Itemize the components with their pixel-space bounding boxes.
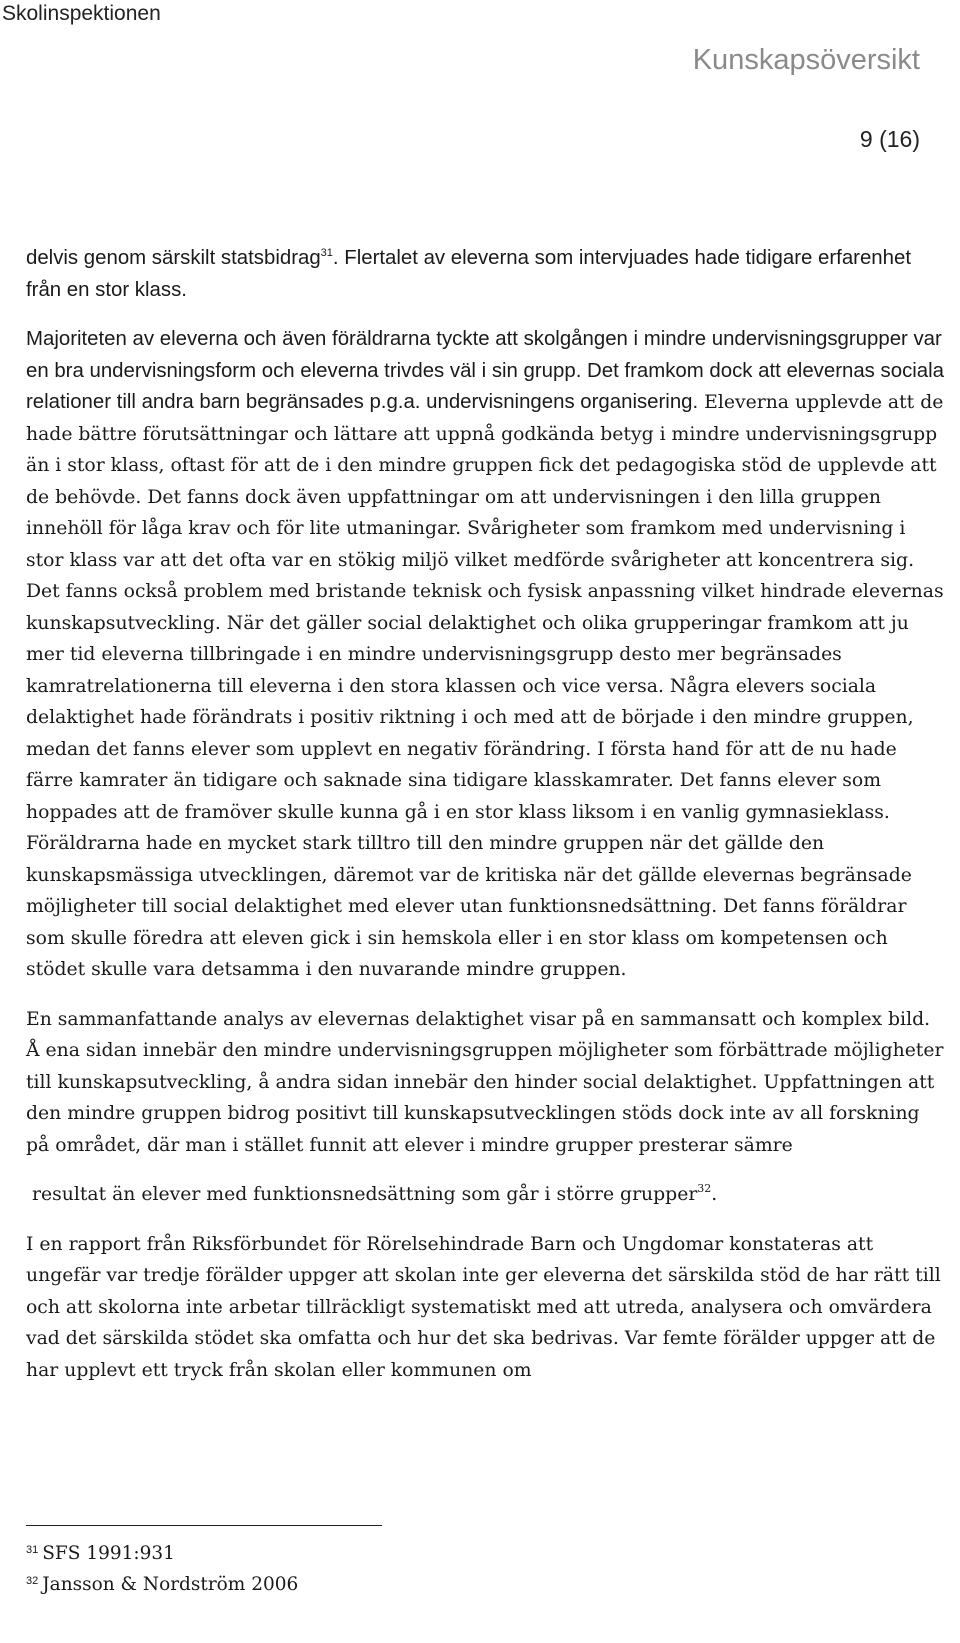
paragraph-1 bbox=[26, 243, 946, 306]
footnote-divider bbox=[26, 1525, 382, 1526]
paragraph-2-serif-text: Eleverna upplevde att de hade bättre förutsättningar och lättare att uppnå godkända betyg i mindre undervisningsgrupp än i stor klass, oftast för att de i den mindre gruppen fick det pedagogiska stöd de upplevde att de behövde. Det fanns dock även uppfattningar om att undervisningen i den lilla gruppen innehöll för låga krav och för lite utmaningar. Svårigheter som framkom med undervisning i stor klass var att det ofta var en stökig miljö vilket medförde svårigheter att koncentrera sig. Det fanns också problem med bristande teknisk och fysisk anpassning vilket hindrade elevernas kunskapsutveckling. När det gäller social delaktighet och olika grupperingar framkom att ju mer tid eleverna tillbringade i en mindre undervisningsgrupp desto mer begränsades kamratrelationerna till eleverna i den stora klassen och vice versa. Några elevers sociala delaktighet hade förändrats i positiv riktning i och med att de började i den mindre gruppen, medan det fanns elever som upplevt en negativ förändring. I första hand för att de nu hade färre kamrater än tidigare och saknade sina tidigare klasskamrater. Det fanns elever som hoppades att de framöver skulle kunna gå i en stor klass liksom i en vanlig gymnasieklass. Föräldrarna hade en mycket stark tilltro till den mindre gruppen när det gällde den kunskapsmässiga utvecklingen, däremot var de kritiska när det gällde elevernas begränsade möjligheter till social delaktighet med elever utan funktionsnedsättning. Det fanns föräldrar som skulle föredra att eleven gick i sin hemskola eller i en stor klass om kompetensen och stödet skulle vara detsamma i den nuvarande mindre gruppen. bbox=[26, 392, 944, 980]
paragraph-1-text-b: . Flertalet av eleverna som intervjuades hade tidigare erfarenhet från en stor klass. bbox=[26, 247, 911, 301]
footnote-ref-32[interactable]: 32 bbox=[697, 1182, 712, 1195]
organization-name: Skolinspektionen bbox=[2, 2, 161, 25]
paragraph-2-sans-text: Majoriteten av eleverna och även föräldrarna tyckte att skolgången i mindre undervisningsgrupper var en bra undervisningsform och eleverna trivdes väl i sin grupp. Det framkom dock att elevernas sociala relationer till andra barn begränsades p.g.a. undervisningens organisering. bbox=[26, 328, 945, 413]
footnote-ref-31[interactable]: 31 bbox=[320, 247, 333, 259]
paragraph-5: I en rapport från Riksförbundet för Rörelsehindrade Barn och Ungdomar konstateras att ungefär var tredje förälder uppger att skolan inte ger eleverna det särskilda stöd de har rätt till och att skolorna inte arbetar tillräckligt systematiskt med att utreda, analysera och omvärdera vad det särskilda stödet ska omfatta och hur det ska bedrivas. Var femte förälder uppger att de har upplevt ett tryck från skolan eller kommunen om bbox=[26, 1233, 941, 1381]
page-number: 9 (16) bbox=[859, 126, 920, 152]
paragraph-4-text-b: . bbox=[711, 1184, 718, 1205]
footnote-number: 31 bbox=[26, 1544, 39, 1556]
footnote-text: SFS 1991:931 bbox=[42, 1543, 175, 1564]
body-text bbox=[26, 243, 946, 1404]
footnotes bbox=[26, 1538, 298, 1600]
paragraph-4 bbox=[26, 1179, 946, 1211]
footnote-32 bbox=[26, 1569, 298, 1600]
paragraph-1-text-a: delvis genom särskilt statsbidrag bbox=[26, 247, 321, 269]
paragraph-4-text-a: resultat än elever med funktionsnedsättning som går i större grupper bbox=[32, 1184, 698, 1205]
document-title: Kunskapsöversikt bbox=[692, 44, 920, 76]
paragraph-3: En sammanfattande analys av elevernas delaktighet visar på en sammansatt och komplex bild. Å ena sidan innebär den mindre undervisningsgruppen möjligheter som förbättrade möjligheter till kunskapsutveckling, å andra sidan innebär den hinder social delaktighet. Uppfattningen att den mindre gruppen bidrog positivt till kunskapsutvecklingen stöds dock inte av all forskning på området, där man i stället funnit att elever i mindre grupper presterar sämre bbox=[26, 1008, 944, 1156]
footnote-text: Jansson & Nordström 2006 bbox=[42, 1574, 299, 1595]
footnote-number: 32 bbox=[26, 1575, 39, 1587]
footnote-31 bbox=[26, 1538, 298, 1569]
paragraph-2 bbox=[26, 324, 946, 986]
